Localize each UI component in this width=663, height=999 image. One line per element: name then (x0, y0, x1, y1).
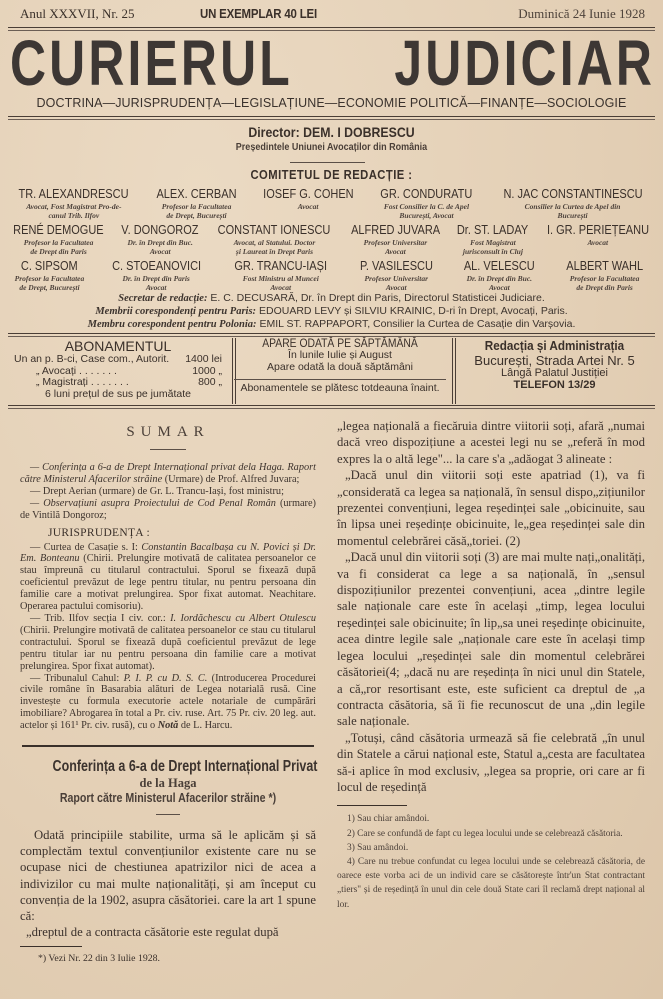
summary-item: — Conferința a 6-a de Drept Internațional privat dela Haga. Raport către Ministerul Afacerilor străine (Urmare) de Prof. Alfred Juvara; (20, 462, 316, 485)
footnote: 4) Care nu trebue confundat cu legea locului unde se celebrează căsătoria, de oarece este vorba aci de un individ care se căsătorește într'un Stat contractant „tiers" și de reședință în unul din cele două State cari îl reclamă drept național al lor. (337, 856, 645, 910)
committee-member: ALBERT WAHL Profesor la Facultatea de Drept din Paris (566, 259, 644, 292)
committee-member: Dr. ST. LADAY Fost Magistrat jurisconsult în Cluj (457, 223, 529, 256)
committee-member: N. JAC CONSTANTINESCU Consilier la Curtea de Apel din București (502, 187, 643, 220)
office-info (454, 333, 655, 409)
committee-member: ALEX. CERBAN Profesor la Facultatea de Drept, București (156, 187, 237, 220)
committee-member: C. SIPSOM Profesor la Facultatea de Drept, București (14, 259, 85, 292)
committee-member: I. GR. PERIEȚEANU Avocat (546, 223, 649, 247)
header-rule-bottom (8, 116, 655, 117)
office-address: București, Strada Artei Nr. 5 (474, 353, 635, 368)
article-subtitle-2: Raport către Ministerul Afacerilor străine *) (59, 791, 277, 806)
summary-item: — Drept Aerian (urmare) de Gr. L. Trancu-Iași, fost ministru; (30, 485, 284, 497)
director-divider (290, 162, 365, 163)
jurisprudence-item: — Curtea de Casație s. I: Constantin Bacalbașa cu N. Povici și Dr. Em. Bonteanu (Chirii. Prelungire motivată de calitatea persoanelor ce stau împreună cu titularul contractului. Sporul se fixează după coeficientul prevăzut de lege pentru titular, nu pentru persoana din familie care a motivat prelungirea. Spor fixat automat. Neachitare. Operarea pactului comisoriu). (20, 541, 316, 613)
masthead-subtitle: DOCTRINA—JURISPRUDENȚA—LEGISLAȚIUNE—ECONOMIE POLITICĂ—FINANȚE—SOCIOLOGIE (36, 96, 627, 110)
footnote-rule (20, 946, 82, 947)
poland-correspondent-line: Membru corespondent pentru Polonia: EMIL ST. RAPPAPORT, Consilier la Curtea de Casație din Varșovia. (87, 318, 576, 330)
committee-member: ALFRED JUVARA Profesor Universitar Avocat (350, 223, 440, 256)
office-title: Redacția și Administrația (484, 338, 625, 353)
footnote: 3) Sau amândoi. (347, 842, 409, 853)
article-subtitle: de la Haga (139, 776, 197, 791)
summary-end-rule (22, 745, 314, 747)
issue-price: UN EXEMPLAR 40 LEI (200, 6, 317, 21)
frequency-title: APARE ODATĂ PE SĂPTĂMÂNĂ (262, 338, 418, 350)
jurisprudence-item: — Tribunalul Cahul: P. I. P. cu D. S. C. (Introducerea Procedurei civile române în Basarabia alături de Legea notarială rusă. Cine investește cu formula executorie actele notariale de cumpărări imobiliare? Abrogarea în total a Pr. civ. ruse. Art. 75 Pr. civ. 20 leg. aut. actelor și 161¹ Pr. civ. rusă), cu o Notă de L. Harcu. (20, 672, 316, 732)
quote-paragraph: „Dacă unul din viitorii soți (3) are mai multe nați„onalități, va fi considerat ca lege a sa națională, în „sensul dispozițiunilor prezentei convențiuni, acea „dintre legile sale naționale care este în același „timp, legea locului reședinței sale obicinuite; în lip„sa unei reședințe obicinuite, acea dintre legile sale „naționale care este în același timp legea locului „reședinței sale din momentul celebrărei căsătoriei(4; „dacă nu are reședința în nici unul din Statele, a că„ror resortisant este, este suficient ca dreptul de „a contracta căsătoria, să îi fie recunoscut de una „din legile sale naționale. (337, 550, 645, 729)
article-paragraph: Odată principiile stabilite, urma să le aplicăm și să complectăm textul convențiunilor existente care nu se ocupase nici de chestiunea apatrizilor nici de acea a indivizilor cu mai multe naționalități, și am început cu convenția de la 1902, asupra căsătoriei. care la art 1 spune că: (20, 828, 316, 924)
footnote: 1) Sau chiar amândoi. (347, 814, 430, 825)
committee-title: COMITETUL DE REDACȚIE : (250, 168, 413, 182)
committee-member: GR. TRANCU-IAȘI Fost Ministru al Muncei Avocat (234, 259, 328, 292)
right-column (337, 418, 645, 912)
left-column (20, 420, 316, 965)
frequency-divider (234, 379, 446, 380)
payment-note: Abonamentele se plătesc totdeauna înaint. (240, 382, 440, 394)
committee-row-1 (4, 185, 659, 220)
article-divider (156, 814, 180, 815)
jurisprudence-title: JURISPRUDENȚA : (48, 526, 150, 539)
footnote: 2) Care se confundă de fapt cu legea locului unde se celebrează căsătoria. (347, 828, 623, 839)
article-footnote: *) Vezi Nr. 22 din 3 Iulie 1928. (38, 953, 160, 965)
right-column-text (337, 418, 645, 795)
issue-date: Duminică 24 Iunie 1928 (518, 6, 645, 21)
director-line: Director: DEM. I DOBRESCU (248, 124, 415, 140)
subscription-rule-bottom (8, 405, 655, 406)
committee-row-3 (4, 257, 659, 292)
committee-member: CONSTANT IONESCU Avocat, al Statului. Doctor și Laureat în Drept Paris (218, 223, 331, 256)
quote-paragraph: „Totuși, când căsătoria urmează să fie celebrată „în unul din Statele a cărui național este, Statul a„cesta are facultatea să-i aplice în mod exclusiv, „legea sa proprie, ori care ar fi locul de reședință (337, 730, 645, 794)
price-row: „ Magistrați . . . . . . . 800 „ (36, 376, 222, 388)
subscription-title: ABONAMENTUL (64, 338, 172, 354)
secretary-line: Secretar de redacție: E. C. DECUSARĂ, Dr. în Drept din Paris, Directorul Statisticei Judiciare. (118, 292, 545, 304)
summary-divider (150, 449, 186, 450)
top-strip (20, 6, 645, 28)
committee-row-2 (4, 221, 659, 256)
committee-member: AL. VELESCU Dr. în Drept din Buc. Avocat (463, 259, 535, 292)
committee-member: TR. ALEXANDRESCU Avocat, Fost Magistrat Pro-de- canul Trib. Ilfov (18, 187, 129, 220)
article-body (20, 827, 316, 940)
committee-member: IOSEF G. COHEN Avocat (262, 187, 354, 211)
masthead-title: CURIERUL JUDICIAR (10, 27, 656, 99)
price-row: Un an p. B-ci, Case com., Autorit. 1400 lei (14, 353, 222, 365)
committee-member: V. DONGOROZ Dr. în Drept din Buc. Avocat (121, 223, 199, 256)
committee-member: GR. CONDURATU Fost Consilier la C. de Apel București, Avocat (380, 187, 473, 220)
committee-member: RENÉ DEMOGUE Profesor la Facultatea de Drept din Paris (13, 223, 104, 256)
article-title: Conferința a 6-a de Drept Internațional Privat (52, 758, 318, 776)
quote-paragraph: „legea națională a fiecăruia dintre viitorii soți, afară „numai dacă vreo dispozițiune a acestei legi nu se „referă în mod expres la o altă lege"... la care s'a „adăogat 3 alineate : (337, 419, 645, 466)
subscription-prices (8, 333, 228, 409)
summary-item: — Observațiuni asupra Proiectului de Cod Penal Român (urmare) de Vintilă Dongoroz; (20, 497, 316, 521)
right-footnotes (337, 812, 645, 911)
subscription-note: 6 luni prețul de sus pe jumătate (45, 387, 191, 400)
footnote-rule (337, 805, 407, 806)
frequency-line-1: În lunile Iulie și August (288, 349, 392, 361)
article-quote-start: „dreptul de a contracta căsătorie este regulat după (26, 925, 279, 940)
office-landmark: Lângă Palatul Justiției (500, 367, 608, 379)
frequency-line-2: Apare odată la două săptămâni (267, 360, 413, 373)
issue-number: Anul XXXVII, Nr. 25 (20, 6, 135, 21)
summary-title: SUMAR (126, 424, 210, 440)
subscription-box (8, 333, 655, 409)
director-subline: Președintele Uniunei Avocaților din România (235, 142, 428, 153)
jurisprudence-item: — Trib. Ilfov secția I civ. cor.: I. Iordăchescu cu Albert Otulescu (Chirii. Prelungire motivată de calitatea persoanelor ce stau cu titularul contractului. Sporul se fixează după coeficientul prevăzut de lege pentru titular iar nu pentru persoana din familie care a motivat prelungirea. Spor fixat automat). (20, 612, 316, 672)
frequency-info (230, 333, 450, 409)
committee-member: P. VASILESCU Profesor Universitar Avocat (359, 259, 433, 292)
paris-correspondents-line: Membrii corespondenți pentru Paris: EDOUARD LEVY și SILVIU KRAINIC, D-ri în Drept, Avocați, Paris. (95, 305, 568, 317)
office-phone: TELEFON 13/29 (513, 378, 596, 391)
committee-member: C. STOEANOVICI Dr. în Drept din Paris Avocat (111, 259, 201, 292)
price-row: „ Avocați . . . . . . . 1000 „ (36, 364, 222, 377)
quote-paragraph: „Dacă unul din viitorii soți este apatriad (1), va fi „considerată ca legea sa națională, în sensul dispo„zițiunilor prezentei convențiuni, legea reședinței sale „obicinuite, sau în lipsa unei reședințe obicinuite, le„gea reședinței sale din momentul celebrărei căsă„toriei. (2) (337, 468, 645, 548)
